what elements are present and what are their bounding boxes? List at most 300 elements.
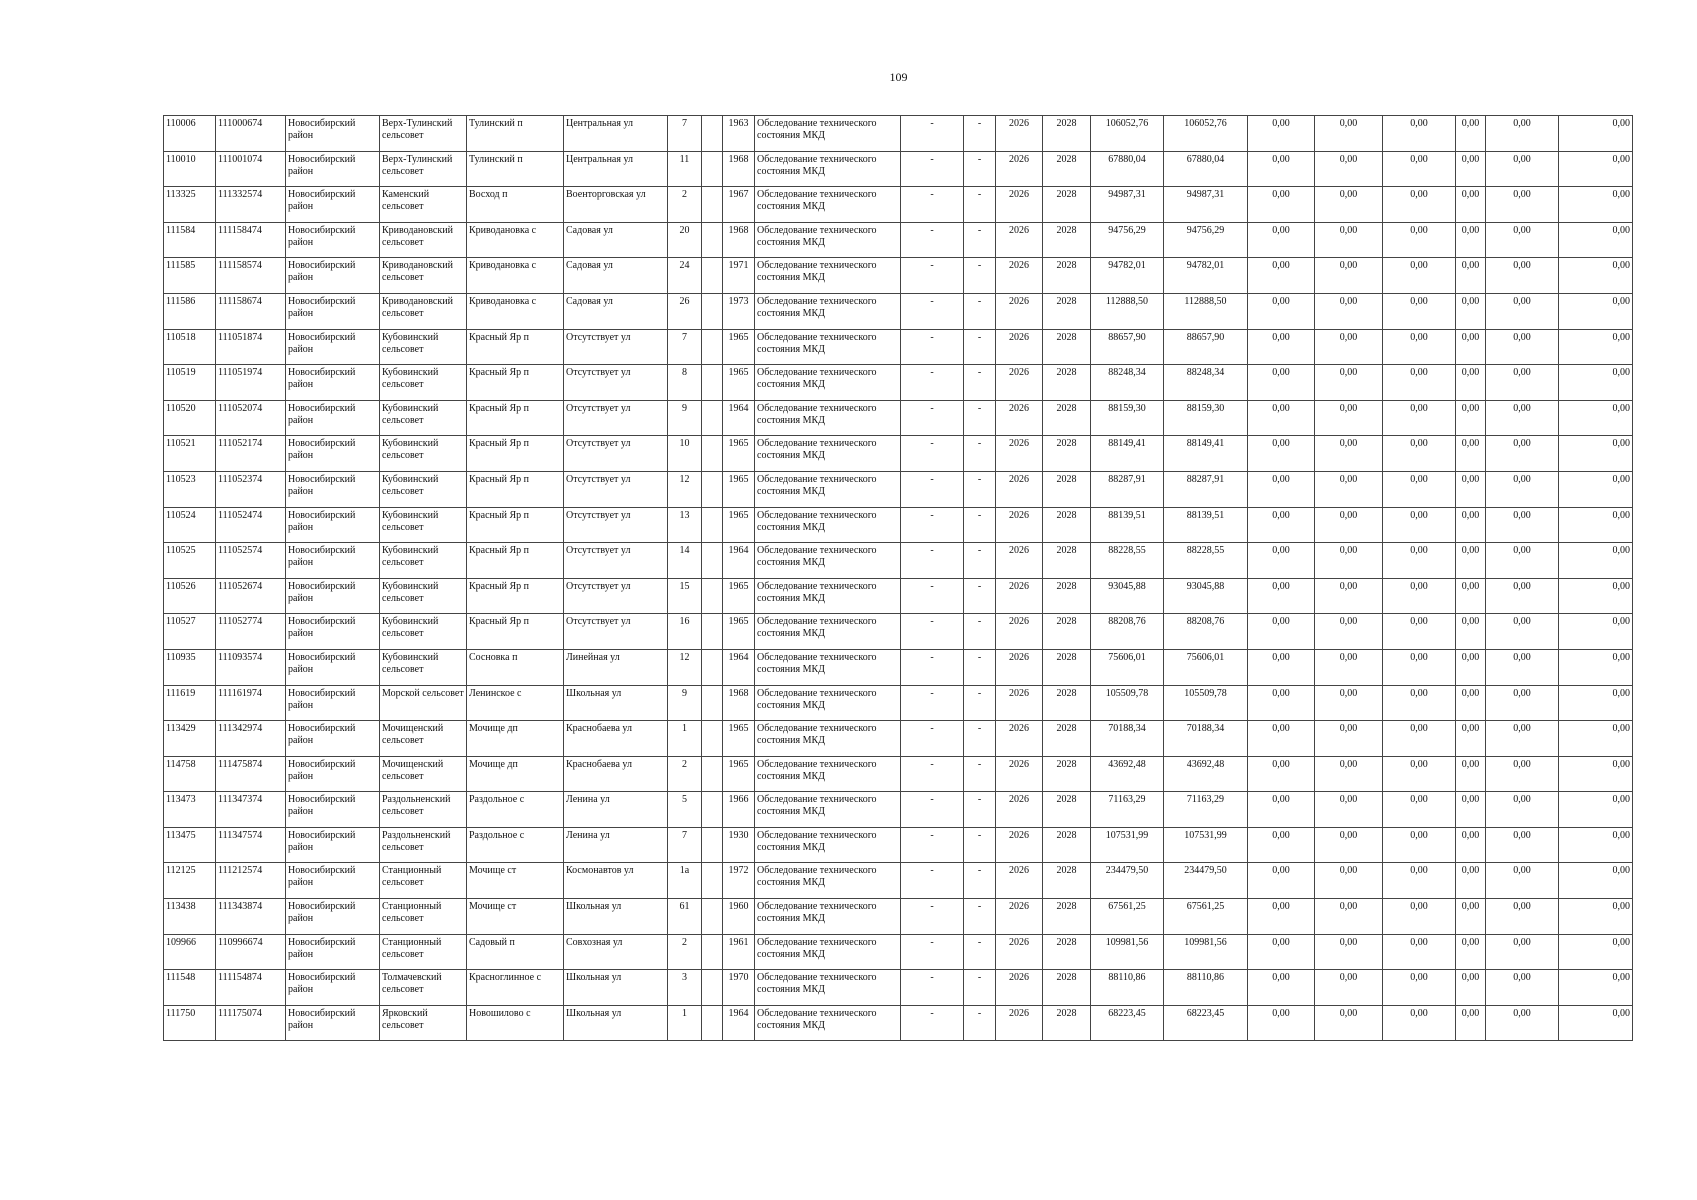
house-cell: 2 (668, 187, 702, 223)
code-cell: 111052574 (216, 543, 286, 579)
year-cell: 1968 (723, 151, 755, 187)
house-cell: 26 (668, 293, 702, 329)
budget-cell: 0,00 (1559, 970, 1633, 1006)
work-type-cell: Обследование технического состояния МКД (755, 792, 901, 828)
year-cell: 1930 (723, 827, 755, 863)
budget-cell: 0,00 (1559, 756, 1633, 792)
table-row (164, 1005, 1633, 1041)
council-cell: Мочищенский сельсовет (380, 756, 467, 792)
total-cost-cell: 234479,50 (1091, 863, 1164, 899)
dash-cell: - (964, 721, 996, 757)
street-cell: Отсутствует ул (564, 543, 668, 579)
district-cell: Новосибирский район (286, 792, 380, 828)
dash-cell: - (964, 578, 996, 614)
start-year-cell: 2026 (996, 293, 1043, 329)
year-cell: 1964 (723, 400, 755, 436)
fund-cost-cell: 43692,48 (1164, 756, 1248, 792)
budget-cell: 0,00 (1559, 685, 1633, 721)
budget-cell: 0,00 (1486, 578, 1559, 614)
settlement-cell: Тулинский п (467, 116, 564, 152)
budget-cell: 0,00 (1559, 543, 1633, 579)
table-row (164, 151, 1633, 187)
district-cell: Новосибирский район (286, 400, 380, 436)
budget-cell: 0,00 (1383, 471, 1456, 507)
budget-cell: 0,00 (1486, 827, 1559, 863)
start-year-cell: 2026 (996, 116, 1043, 152)
year-cell: 1965 (723, 614, 755, 650)
work-type-cell: Обследование технического состояния МКД (755, 934, 901, 970)
council-cell: Кубовинский сельсовет (380, 614, 467, 650)
start-year-cell: 2026 (996, 827, 1043, 863)
budget-cell: 0,00 (1486, 293, 1559, 329)
settlement-cell: Раздольное с (467, 792, 564, 828)
dash-cell: - (964, 293, 996, 329)
district-cell: Новосибирский район (286, 222, 380, 258)
budget-cell: 0,00 (1248, 827, 1315, 863)
dash-cell: - (964, 400, 996, 436)
end-year-cell: 2028 (1043, 187, 1091, 223)
table-row (164, 578, 1633, 614)
street-cell: Краснобаева ул (564, 756, 668, 792)
settlement-cell: Мочище дп (467, 756, 564, 792)
budget-cell: 0,00 (1559, 649, 1633, 685)
council-cell: Кубовинский сельсовет (380, 471, 467, 507)
dash-cell: - (901, 827, 964, 863)
budget-cell: 0,00 (1315, 187, 1383, 223)
settlement-cell: Красный Яр п (467, 471, 564, 507)
table-row (164, 471, 1633, 507)
budget-cell: 0,00 (1315, 827, 1383, 863)
dash-cell: - (964, 685, 996, 721)
council-cell: Кубовинский сельсовет (380, 400, 467, 436)
budget-cell: 0,00 (1383, 329, 1456, 365)
work-type-cell: Обследование технического состояния МКД (755, 970, 901, 1006)
council-cell: Морской сельсовет (380, 685, 467, 721)
work-type-cell: Обследование технического состояния МКД (755, 899, 901, 935)
dash-cell: - (964, 792, 996, 828)
fund-cost-cell: 70188,34 (1164, 721, 1248, 757)
dash-cell: - (901, 863, 964, 899)
budget-cell: 0,00 (1559, 400, 1633, 436)
settlement-cell: Красноглинное с (467, 970, 564, 1006)
year-cell: 1964 (723, 1005, 755, 1041)
end-year-cell: 2028 (1043, 116, 1091, 152)
budget-cell: 0,00 (1486, 934, 1559, 970)
year-cell: 1965 (723, 578, 755, 614)
budget-cell: 0,00 (1559, 578, 1633, 614)
street-cell: Садовая ул (564, 293, 668, 329)
street-cell: Военторговская ул (564, 187, 668, 223)
budget-cell: 0,00 (1248, 258, 1315, 294)
year-cell: 1965 (723, 436, 755, 472)
end-year-cell: 2028 (1043, 792, 1091, 828)
fund-cost-cell: 88248,34 (1164, 365, 1248, 401)
end-year-cell: 2028 (1043, 400, 1091, 436)
settlement-cell: Криводановка с (467, 258, 564, 294)
district-cell: Новосибирский район (286, 934, 380, 970)
budget-cell: 0,00 (1383, 365, 1456, 401)
street-cell: Отсутствует ул (564, 365, 668, 401)
dash-cell: - (901, 187, 964, 223)
total-cost-cell: 88208,76 (1091, 614, 1164, 650)
id-cell: 113475 (164, 827, 216, 863)
id-cell: 110006 (164, 116, 216, 152)
dash-cell: - (901, 116, 964, 152)
work-type-cell: Обследование технического состояния МКД (755, 151, 901, 187)
total-cost-cell: 88657,90 (1091, 329, 1164, 365)
street-cell: Садовая ул (564, 258, 668, 294)
end-year-cell: 2028 (1043, 863, 1091, 899)
total-cost-cell: 67561,25 (1091, 899, 1164, 935)
settlement-cell: Красный Яр п (467, 365, 564, 401)
code-cell: 111212574 (216, 863, 286, 899)
fund-cost-cell: 94756,29 (1164, 222, 1248, 258)
dash-cell: - (964, 116, 996, 152)
year-cell: 1965 (723, 365, 755, 401)
budget-cell: 0,00 (1248, 187, 1315, 223)
budget-cell: 0,00 (1383, 187, 1456, 223)
end-year-cell: 2028 (1043, 934, 1091, 970)
start-year-cell: 2026 (996, 1005, 1043, 1041)
budget-cell: 0,00 (1559, 258, 1633, 294)
budget-cell: 0,00 (1456, 756, 1486, 792)
district-cell: Новосибирский район (286, 116, 380, 152)
work-type-cell: Обследование технического состояния МКД (755, 329, 901, 365)
year-cell: 1961 (723, 934, 755, 970)
settlement-cell: Красный Яр п (467, 614, 564, 650)
start-year-cell: 2026 (996, 934, 1043, 970)
budget-cell: 0,00 (1315, 151, 1383, 187)
settlement-cell: Ленинское с (467, 685, 564, 721)
building-cell (702, 649, 723, 685)
house-cell: 9 (668, 685, 702, 721)
total-cost-cell: 109981,56 (1091, 934, 1164, 970)
budget-cell: 0,00 (1559, 934, 1633, 970)
start-year-cell: 2026 (996, 436, 1043, 472)
budget-cell: 0,00 (1383, 578, 1456, 614)
fund-cost-cell: 105509,78 (1164, 685, 1248, 721)
id-cell: 109966 (164, 934, 216, 970)
dash-cell: - (964, 151, 996, 187)
end-year-cell: 2028 (1043, 827, 1091, 863)
budget-cell: 0,00 (1248, 543, 1315, 579)
budget-cell: 0,00 (1486, 756, 1559, 792)
dash-cell: - (964, 187, 996, 223)
budget-cell: 0,00 (1486, 507, 1559, 543)
budget-cell: 0,00 (1383, 436, 1456, 472)
street-cell: Отсутствует ул (564, 578, 668, 614)
work-type-cell: Обследование технического состояния МКД (755, 222, 901, 258)
budget-cell: 0,00 (1456, 293, 1486, 329)
district-cell: Новосибирский район (286, 187, 380, 223)
start-year-cell: 2026 (996, 543, 1043, 579)
code-cell: 111161974 (216, 685, 286, 721)
budget-cell: 0,00 (1315, 792, 1383, 828)
dash-cell: - (964, 436, 996, 472)
total-cost-cell: 88159,30 (1091, 400, 1164, 436)
start-year-cell: 2026 (996, 721, 1043, 757)
fund-cost-cell: 94987,31 (1164, 187, 1248, 223)
total-cost-cell: 105509,78 (1091, 685, 1164, 721)
budget-cell: 0,00 (1315, 685, 1383, 721)
start-year-cell: 2026 (996, 863, 1043, 899)
total-cost-cell: 88149,41 (1091, 436, 1164, 472)
budget-cell: 0,00 (1486, 543, 1559, 579)
fund-cost-cell: 75606,01 (1164, 649, 1248, 685)
end-year-cell: 2028 (1043, 151, 1091, 187)
district-cell: Новосибирский район (286, 721, 380, 757)
end-year-cell: 2028 (1043, 970, 1091, 1006)
building-cell (702, 471, 723, 507)
budget-cell: 0,00 (1315, 863, 1383, 899)
end-year-cell: 2028 (1043, 685, 1091, 721)
dash-cell: - (964, 614, 996, 650)
code-cell: 111158574 (216, 258, 286, 294)
budget-cell: 0,00 (1486, 187, 1559, 223)
table-row (164, 863, 1633, 899)
end-year-cell: 2028 (1043, 365, 1091, 401)
council-cell: Толмачевский сельсовет (380, 970, 467, 1006)
table-row (164, 365, 1633, 401)
street-cell: Отсутствует ул (564, 614, 668, 650)
dash-cell: - (901, 578, 964, 614)
total-cost-cell: 88228,55 (1091, 543, 1164, 579)
budget-cell: 0,00 (1559, 863, 1633, 899)
dash-cell: - (964, 507, 996, 543)
council-cell: Мочищенский сельсовет (380, 721, 467, 757)
street-cell: Отсутствует ул (564, 471, 668, 507)
work-type-cell: Обследование технического состояния МКД (755, 827, 901, 863)
year-cell: 1972 (723, 863, 755, 899)
dash-cell: - (901, 151, 964, 187)
budget-cell: 0,00 (1486, 863, 1559, 899)
house-cell: 13 (668, 507, 702, 543)
id-cell: 111548 (164, 970, 216, 1006)
end-year-cell: 2028 (1043, 507, 1091, 543)
house-cell: 7 (668, 827, 702, 863)
district-cell: Новосибирский район (286, 329, 380, 365)
budget-cell: 0,00 (1383, 970, 1456, 1006)
fund-cost-cell: 88287,91 (1164, 471, 1248, 507)
settlement-cell: Тулинский п (467, 151, 564, 187)
building-cell (702, 614, 723, 650)
dash-cell: - (901, 365, 964, 401)
budget-cell: 0,00 (1486, 685, 1559, 721)
budget-cell: 0,00 (1486, 400, 1559, 436)
budget-cell: 0,00 (1456, 578, 1486, 614)
house-cell: 1 (668, 721, 702, 757)
dash-cell: - (964, 934, 996, 970)
building-cell (702, 863, 723, 899)
year-cell: 1973 (723, 293, 755, 329)
budget-cell: 0,00 (1248, 649, 1315, 685)
table-row (164, 543, 1633, 579)
building-cell (702, 187, 723, 223)
total-cost-cell: 94987,31 (1091, 187, 1164, 223)
budget-cell: 0,00 (1383, 1005, 1456, 1041)
budget-cell: 0,00 (1248, 116, 1315, 152)
work-type-cell: Обследование технического состояния МКД (755, 187, 901, 223)
house-cell: 12 (668, 649, 702, 685)
house-cell: 2 (668, 756, 702, 792)
budget-cell: 0,00 (1248, 436, 1315, 472)
council-cell: Кубовинский сельсовет (380, 649, 467, 685)
budget-cell: 0,00 (1383, 258, 1456, 294)
id-cell: 111619 (164, 685, 216, 721)
budget-cell: 0,00 (1486, 436, 1559, 472)
fund-cost-cell: 67880,04 (1164, 151, 1248, 187)
building-cell (702, 329, 723, 365)
budget-cell: 0,00 (1456, 116, 1486, 152)
budget-cell: 0,00 (1559, 827, 1633, 863)
code-cell: 111001074 (216, 151, 286, 187)
budget-cell: 0,00 (1486, 649, 1559, 685)
id-cell: 110524 (164, 507, 216, 543)
building-cell (702, 400, 723, 436)
dash-cell: - (901, 507, 964, 543)
start-year-cell: 2026 (996, 507, 1043, 543)
budget-cell: 0,00 (1383, 116, 1456, 152)
fund-cost-cell: 93045,88 (1164, 578, 1248, 614)
district-cell: Новосибирский район (286, 471, 380, 507)
page-number: 109 (889, 70, 908, 84)
budget-cell: 0,00 (1248, 293, 1315, 329)
table-row (164, 116, 1633, 152)
council-cell: Станционный сельсовет (380, 899, 467, 935)
street-cell: Школьная ул (564, 685, 668, 721)
dash-cell: - (901, 1005, 964, 1041)
dash-cell: - (901, 649, 964, 685)
code-cell: 111343874 (216, 899, 286, 935)
district-cell: Новосибирский район (286, 863, 380, 899)
dash-cell: - (901, 222, 964, 258)
budget-cell: 0,00 (1486, 116, 1559, 152)
table-row (164, 970, 1633, 1006)
budget-cell: 0,00 (1456, 863, 1486, 899)
district-cell: Новосибирский район (286, 507, 380, 543)
district-cell: Новосибирский район (286, 258, 380, 294)
fund-cost-cell: 88139,51 (1164, 507, 1248, 543)
house-cell: 9 (668, 400, 702, 436)
total-cost-cell: 94756,29 (1091, 222, 1164, 258)
year-cell: 1965 (723, 756, 755, 792)
council-cell: Криводановский сельсовет (380, 293, 467, 329)
start-year-cell: 2026 (996, 187, 1043, 223)
street-cell: Школьная ул (564, 899, 668, 935)
house-cell: 7 (668, 116, 702, 152)
council-cell: Криводановский сельсовет (380, 222, 467, 258)
dash-cell: - (901, 970, 964, 1006)
table-row (164, 934, 1633, 970)
street-cell: Отсутствует ул (564, 400, 668, 436)
district-cell: Новосибирский район (286, 436, 380, 472)
budget-cell: 0,00 (1383, 863, 1456, 899)
table-row (164, 827, 1633, 863)
budget-cell: 0,00 (1248, 151, 1315, 187)
budget-cell: 0,00 (1315, 293, 1383, 329)
total-cost-cell: 107531,99 (1091, 827, 1164, 863)
dash-cell: - (964, 365, 996, 401)
budget-cell: 0,00 (1383, 400, 1456, 436)
house-cell: 16 (668, 614, 702, 650)
budget-cell: 0,00 (1383, 721, 1456, 757)
budget-cell: 0,00 (1456, 792, 1486, 828)
end-year-cell: 2028 (1043, 543, 1091, 579)
street-cell: Линейная ул (564, 649, 668, 685)
code-cell: 111052374 (216, 471, 286, 507)
settlement-cell: Новошилово с (467, 1005, 564, 1041)
budget-cell: 0,00 (1248, 792, 1315, 828)
building-cell (702, 258, 723, 294)
budget-cell: 0,00 (1248, 329, 1315, 365)
code-cell: 111175074 (216, 1005, 286, 1041)
table-row (164, 614, 1633, 650)
house-cell: 5 (668, 792, 702, 828)
budget-cell: 0,00 (1456, 365, 1486, 401)
council-cell: Кубовинский сельсовет (380, 329, 467, 365)
end-year-cell: 2028 (1043, 614, 1091, 650)
settlement-cell: Раздольное с (467, 827, 564, 863)
budget-cell: 0,00 (1383, 685, 1456, 721)
id-cell: 110526 (164, 578, 216, 614)
table-row (164, 649, 1633, 685)
budget-cell: 0,00 (1315, 436, 1383, 472)
dash-cell: - (901, 471, 964, 507)
budget-cell: 0,00 (1559, 507, 1633, 543)
id-cell: 110525 (164, 543, 216, 579)
year-cell: 1960 (723, 899, 755, 935)
total-cost-cell: 70188,34 (1091, 721, 1164, 757)
id-cell: 113473 (164, 792, 216, 828)
work-type-cell: Обследование технического состояния МКД (755, 116, 901, 152)
building-cell (702, 827, 723, 863)
budget-cell: 0,00 (1486, 614, 1559, 650)
settlement-cell: Красный Яр п (467, 329, 564, 365)
budget-cell: 0,00 (1456, 151, 1486, 187)
budget-cell: 0,00 (1248, 863, 1315, 899)
id-cell: 110519 (164, 365, 216, 401)
id-cell: 112125 (164, 863, 216, 899)
budget-cell: 0,00 (1456, 614, 1486, 650)
street-cell: Ленина ул (564, 792, 668, 828)
end-year-cell: 2028 (1043, 721, 1091, 757)
settlement-cell: Красный Яр п (467, 436, 564, 472)
building-cell (702, 685, 723, 721)
code-cell: 111052074 (216, 400, 286, 436)
start-year-cell: 2026 (996, 222, 1043, 258)
year-cell: 1964 (723, 649, 755, 685)
street-cell: Отсутствует ул (564, 329, 668, 365)
year-cell: 1966 (723, 792, 755, 828)
code-cell: 111051874 (216, 329, 286, 365)
total-cost-cell: 88248,34 (1091, 365, 1164, 401)
work-type-cell: Обследование технического состояния МКД (755, 258, 901, 294)
building-cell (702, 792, 723, 828)
building-cell (702, 507, 723, 543)
fund-cost-cell: 107531,99 (1164, 827, 1248, 863)
budget-cell: 0,00 (1315, 721, 1383, 757)
building-cell (702, 721, 723, 757)
district-cell: Новосибирский район (286, 543, 380, 579)
budget-cell: 0,00 (1315, 970, 1383, 1006)
settlement-cell: Красный Яр п (467, 400, 564, 436)
settlement-cell: Мочище ст (467, 863, 564, 899)
budget-cell: 0,00 (1559, 614, 1633, 650)
budget-cell: 0,00 (1383, 543, 1456, 579)
budget-cell: 0,00 (1456, 258, 1486, 294)
dash-cell: - (964, 258, 996, 294)
total-cost-cell: 88287,91 (1091, 471, 1164, 507)
